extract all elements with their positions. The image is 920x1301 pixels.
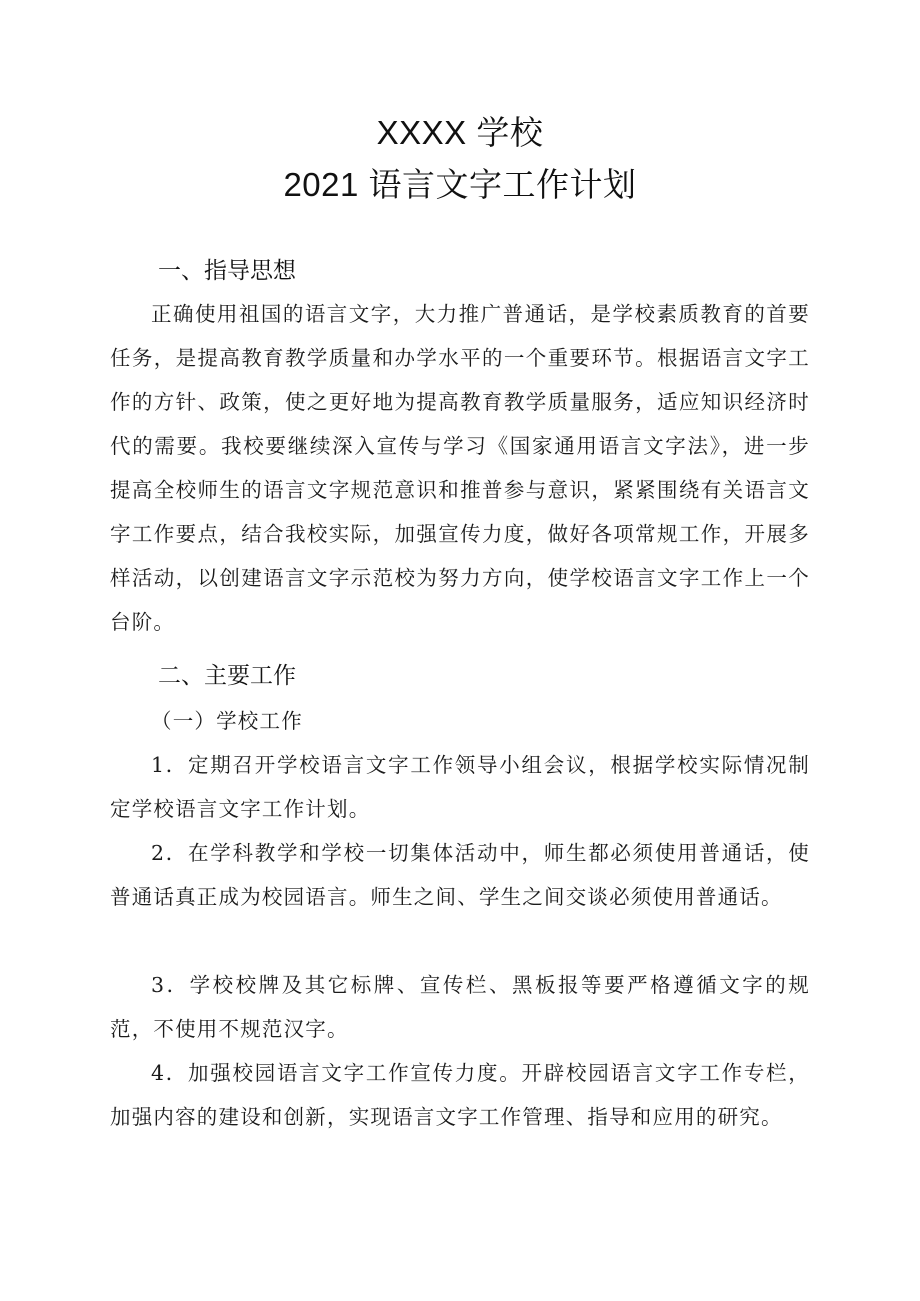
work-item-1: 1．定期召开学校语言文字工作领导小组会议，根据学校实际情况制定学校语言文字工作计划。 <box>110 753 810 821</box>
subsection-heading-school-work: （一）学校工作 <box>151 709 303 733</box>
section-heading-main-work: 二、主要工作 <box>158 663 296 689</box>
section-heading-guiding-ideology: 一、指导思想 <box>158 258 296 284</box>
work-item-3: 3．学校校牌及其它标牌、宣传栏、黑板报等要严格遵循文字的规范，不使用不规范汉字。 <box>110 973 810 1041</box>
guiding-ideology-paragraph: 正确使用祖国的语言文字，大力推广普通话，是学校素质教育的首要任务，是提高教育教学质量和办学水平的一个重要环节。根据语言文字工作的方针、政策，使之更好地为提高教育教学质量服务，适应知识经济时代的需要。我校要继续深入宣传与学习《国家通用语言文字法》，进一步提高全校师生的语言文字规范意识和推普参与意识，紧紧围绕有关语言文字工作要点，结合我校实际，加强宣传力度，做好各项常规工作，开展多样活动，以创建语言文字示范校为努力方向，使学校语言文字工作上一个台阶。 <box>110 302 810 634</box>
work-item-2: 2．在学科教学和学校一切集体活动中，师生都必须使用普通话，使普通话真正成为校园语言。师生之间、学生之间交谈必须使用普通话。 <box>110 841 810 909</box>
document-title-plan: 2021 语言文字工作计划 <box>283 166 637 203</box>
document-title-school: XXXX 学校 <box>376 114 544 151</box>
work-item-4: 4．加强校园语言文字工作宣传力度。开辟校园语言文字工作专栏，加强内容的建设和创新，实现语言文字工作管理、指导和应用的研究。 <box>110 1061 810 1129</box>
